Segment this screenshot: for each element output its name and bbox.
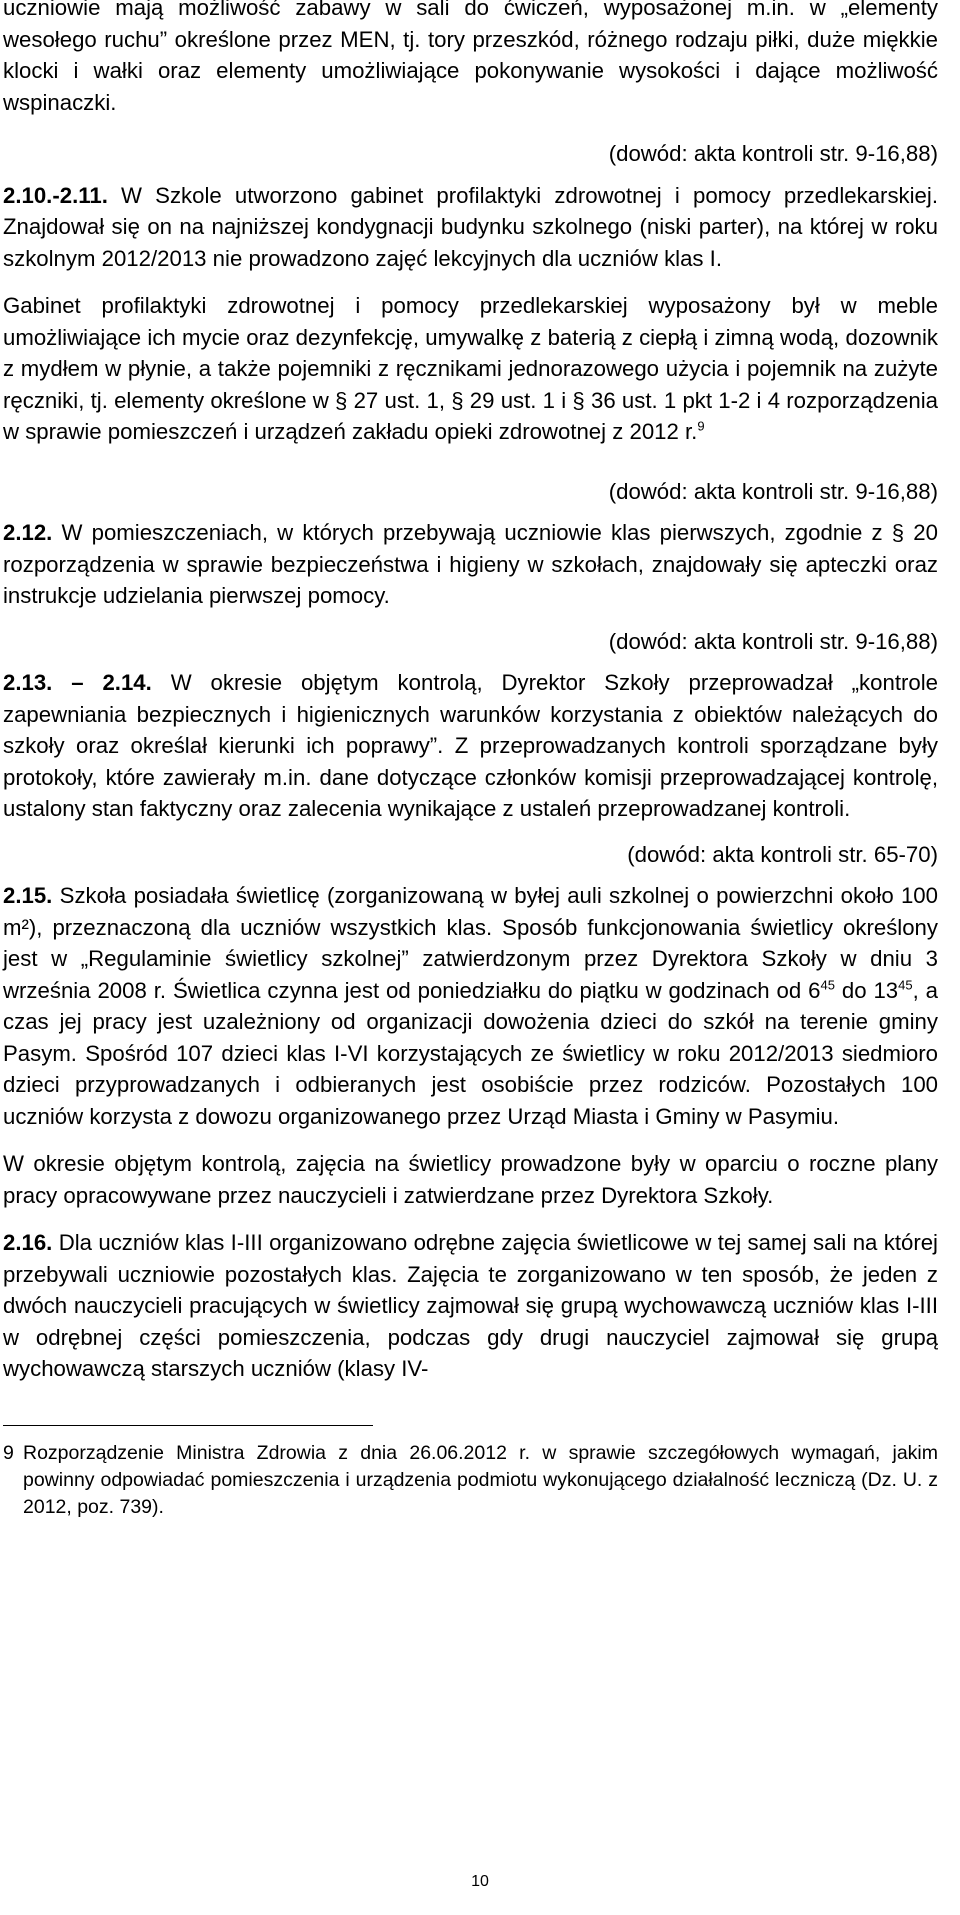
section-text: W pomieszczeniach, w których przebywają uczniowie klas pierwszych, zgodnie z § 20 rozporządzenia w sprawie bezpieczeństwa i higieny w szkołach, znajdowały się apteczki oraz instrukcje udzielania pierwszej pomocy. [3,520,938,608]
section-2-13 [3,667,938,825]
evidence-note: (dowód: akta kontroli str. 65-70) [627,841,938,867]
section-text: , a czas jej pracy jest uzależniony od organizacji dowożenia dzieci do szkół na terenie gminy Pasym. Spośród 107 dzieci klas I-VI korzystających ze świetlicy w roku 2012/2013 siedmioro dzieci przyprowadzanych i odbieranych jest osobiście przez rodziców. Pozostałych 100 uczniów korzysta z dowozu organizowanego przez Urząd Miasta i Gminy w Pasymiu. [3,977,939,1129]
section-text: Szkoła posiadała świetlicę (zorganizowaną w byłej auli szkolnej o powierzchni około 100 m²), przeznaczoną dla uczniów wszystkich klas. Sposób funkcjonowania świetlicy określony jest w „Regulaminie świetlicy szkolnej” zatwierdzonym przez Dyrektora Szkoły w dniu 3 września 2008 r. Świetlica czynna jest od poniedziałku do piątku w godzinach od 6 [3,883,938,1003]
section-text: W okresie objętym kontrolą, Dyrektor Szkoły przeprowadzał „kontrole zapewniania bezpiecznych i higienicznych warunków korzystania z obiektów należących do szkoły oraz określał kierunki ich poprawy”. Z przeprowadzanych kontroli sporządzane były protokoły, które zawierały m.in. dane dotyczące członków komisji przeprowadzającej kontrolę, ustalony stan faktyczny oraz zalecenia wynikające z ustaleń przeprowadzanej kontroli. [3,670,938,821]
section-number: 2.15. [3,883,53,908]
section-number: 2.10.-2.11. [3,182,108,208]
section-2-15 [3,880,938,1132]
section-number: 2.13. – 2.14. [3,670,152,695]
footnote-mark: 9 [3,1441,14,1464]
footnote-separator [3,1425,373,1426]
section-2-12 [3,517,938,612]
time-superscript: 45 [820,977,835,993]
section-2-16 [3,1227,938,1385]
section-number: 2.12. [3,520,53,545]
evidence-note: (dowód: akta kontroli str. 9-16,88) [608,478,938,504]
footnote [3,1440,938,1521]
footnote-text: Rozporządzenie Ministra Zdrowia z dnia 26.06.2012 r. w sprawie szczegółowych wymagań, jakim powinny odpowiadać pomieszczenia i urządzenia podmiotu wykonującego działalność leczniczą (Dz. U. z 2012, poz. 739). [23,1441,938,1518]
time-superscript: 45 [898,977,913,993]
paragraph-gabinet [3,290,938,448]
footnote-ref: 9 [697,418,705,434]
paragraph-text: Gabinet profilaktyki zdrowotnej i pomocy przedlekarskiej wyposażony był w meble umożliwiające ich mycie oraz dezynfekcję, umywalkę z baterią z ciepłą i zimną wodą, dozownik z mydłem w płynie, a także pojemniki z ręcznikami jednorazowego użycia i pojemnik na zużyte ręczniki, tj. elementy określone w § 27 ust. 1, § 29 ust. 1 i § 36 ust. 1 pkt 1-2 i 4 rozporządzenia w sprawie pomieszczeń i urządzeń zakładu opieki zdrowotnej z 2012 r. [3,293,938,444]
section-text: do 13 [834,977,899,1003]
evidence-note: (dowód: akta kontroli str. 9-16,88) [608,628,938,654]
paragraph-okres: W okresie objętym kontrolą, zajęcia na świetlicy prowadzone były w oparciu o roczne plany pracy opracowywane przez nauczycieli i zatwierdzane przez Dyrektora Szkoły. [3,1151,938,1208]
section-number: 2.16. [3,1230,53,1255]
page-number: 10 [471,1872,489,1890]
section-text: Dla uczniów klas I-III organizowano odrębne zajęcia świetlicowe w tej samej sali na której przebywali uczniowie pozostałych klas. Zajęcia te zorganizowano w ten sposób, że jeden z dwóch nauczycieli pracujących w świetlicy zajmował się grupą wychowawczą uczniów klas I-III w odrębnej części pomieszczenia, podczas gdy drugi nauczyciel zajmował się grupą wychowawczą starszych uczniów (klasy IV- [3,1230,938,1381]
section-2-10 [3,180,938,275]
paragraph-continuation: uczniowie mają możliwość zabawy w sali do ćwiczeń, wyposażonej m.in. w „elementy wesołego ruchu” określone przez MEN, tj. tory przeszkód, różnego rodzaju piłki, duże miękkie klocki i wałki oraz elementy umożliwiające pokonywanie wysokości i dające możliwość wspinaczki. [3,0,938,115]
evidence-note: (dowód: akta kontroli str. 9-16,88) [608,141,938,166]
section-text: W Szkole utworzono gabinet profilaktyki zdrowotnej i pomocy przedlekarskiej. Znajdował się on na najniższej kondygnacji budynku szkolnego (niski parter), na której w roku szkolnym 2012/2013 nie prowadzono zajęć lekcyjnych dla uczniów klas I. [3,182,938,271]
